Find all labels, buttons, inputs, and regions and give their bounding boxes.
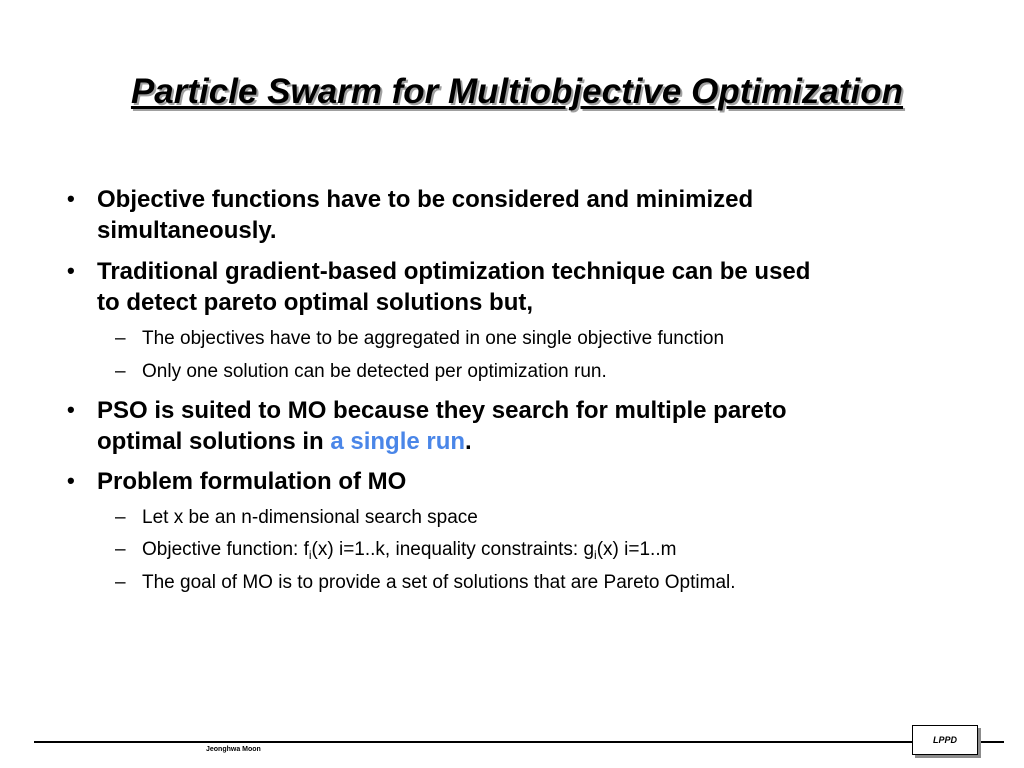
bullet-3-text: optimal solutions in — [97, 428, 331, 455]
bullet-3-period: . — [465, 428, 472, 455]
bullet-1-line-2: simultaneously. — [97, 217, 277, 244]
dash-marker: – — [115, 507, 126, 528]
bullet-2-sub-2: Only one solution can be detected per optimization run. — [142, 361, 607, 382]
bullet-marker: • — [67, 258, 75, 283]
subscript-i: i — [308, 548, 312, 562]
slide-title: Particle Swarm for Multiobjective Optimization — [130, 72, 904, 111]
dash-marker: – — [115, 539, 126, 560]
bullet-4-line-1: Problem formulation of MO — [97, 468, 407, 495]
dash-marker: – — [115, 361, 126, 382]
bullet-2-line-1: Traditional gradient-based optimization technique can be used — [97, 258, 811, 285]
dash-marker: – — [115, 572, 126, 593]
bullet-marker: • — [67, 468, 75, 493]
bullet-4-sub-1: Let x be an n-dimensional search space — [142, 507, 478, 528]
bullet-2-line-2: to detect pareto optimal solutions but, — [97, 289, 534, 316]
bullet-marker: • — [67, 397, 75, 422]
footer-divider — [34, 741, 1004, 743]
bullet-marker: • — [67, 186, 75, 211]
highlight-text: a single run — [330, 428, 466, 455]
footer-author: Jeonghwa Moon — [206, 746, 261, 753]
footer-lab-badge — [912, 725, 978, 755]
bullet-3-line-1: PSO is suited to MO because they search for multiple pareto — [97, 397, 787, 424]
footer-lab-label: LPPD — [932, 735, 957, 745]
bullet-1-line-1: Objective functions have to be considered and minimized — [97, 186, 754, 213]
bullet-3-line-2 — [97, 428, 472, 456]
objective-text-a: Objective function: f — [142, 539, 309, 560]
subscript-i: i — [594, 548, 597, 562]
bullet-4-sub-3: The goal of MO is to provide a set of solutions that are Pareto Optimal. — [142, 572, 736, 593]
bullet-2-sub-1: The objectives have to be aggregated in one single objective function — [142, 328, 725, 349]
objective-text-c: (x) i=1..m — [596, 539, 677, 560]
objective-text-b: (x) i=1..k, inequality constraints: g — [311, 539, 595, 560]
bullet-4-sub-2 — [142, 539, 676, 561]
dash-marker: – — [115, 328, 126, 349]
